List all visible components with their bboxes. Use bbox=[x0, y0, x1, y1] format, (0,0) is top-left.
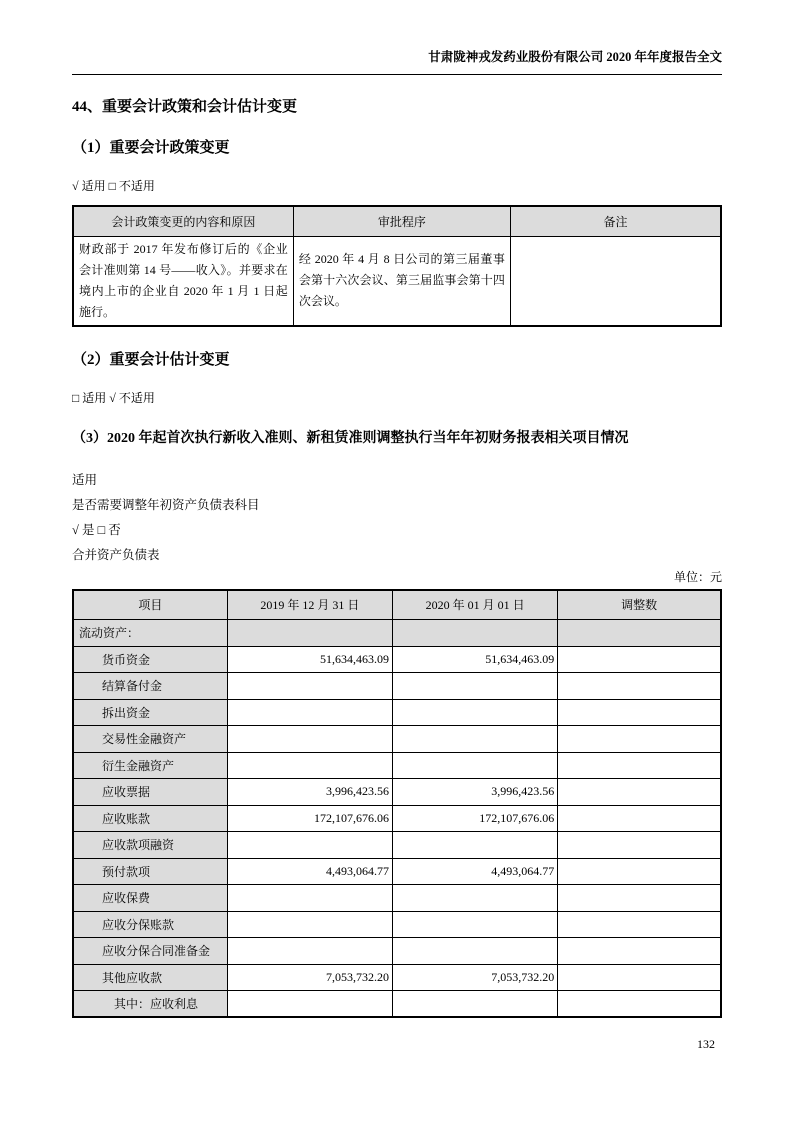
section-2-title: （2）重要会计估计变更 bbox=[72, 351, 230, 368]
adjustment-cell bbox=[558, 620, 721, 647]
adjustment-cell bbox=[558, 673, 721, 700]
policy-table-header-row bbox=[73, 206, 721, 236]
item-cell: 应收保费 bbox=[73, 885, 227, 912]
adjustment-cell bbox=[558, 752, 721, 779]
item-cell: 应收分保账款 bbox=[73, 911, 227, 938]
value-2019-cell bbox=[227, 699, 392, 726]
value-2020-cell: 7,053,732.20 bbox=[392, 964, 557, 991]
table-row bbox=[73, 858, 721, 885]
adjustment-cell bbox=[558, 991, 721, 1018]
table-row bbox=[73, 620, 721, 647]
adjust-question-line: 是否需要调整年初资产负债表科目 bbox=[72, 497, 260, 512]
value-2020-cell bbox=[392, 991, 557, 1018]
table-row bbox=[73, 779, 721, 806]
adjustment-cell bbox=[558, 646, 721, 673]
value-2020-cell bbox=[392, 938, 557, 965]
item-cell: 应收账款 bbox=[73, 805, 227, 832]
page-content bbox=[72, 0, 722, 1018]
value-2019-cell: 51,634,463.09 bbox=[227, 646, 392, 673]
table-row bbox=[73, 911, 721, 938]
table-row bbox=[73, 832, 721, 859]
policy-approval-cell: 经 2020 年 4 月 8 日公司的第三届董事会第十六次会议、第三届监事会第十四次会议。 bbox=[293, 236, 510, 326]
value-2020-cell bbox=[392, 726, 557, 753]
item-cell: 衍生金融资产 bbox=[73, 752, 227, 779]
item-cell: 预付款项 bbox=[73, 858, 227, 885]
value-2019-cell: 3,996,423.56 bbox=[227, 779, 392, 806]
item-cell: 拆出资金 bbox=[73, 699, 227, 726]
value-2020-cell: 51,634,463.09 bbox=[392, 646, 557, 673]
item-cell: 货币资金 bbox=[73, 646, 227, 673]
table-row bbox=[73, 699, 721, 726]
value-2020-cell bbox=[392, 699, 557, 726]
policy-table-row bbox=[73, 236, 721, 326]
balance-sheet-table bbox=[72, 589, 722, 1019]
value-2020-cell: 3,996,423.56 bbox=[392, 779, 557, 806]
policy-header-approval: 审批程序 bbox=[293, 206, 510, 236]
value-2020-cell: 172,107,676.06 bbox=[392, 805, 557, 832]
adjustment-cell bbox=[558, 699, 721, 726]
item-cell: 流动资产： bbox=[73, 620, 227, 647]
value-2020-cell bbox=[392, 673, 557, 700]
value-2019-cell bbox=[227, 726, 392, 753]
item-cell: 其他应收款 bbox=[73, 964, 227, 991]
table-name-line: 合并资产负债表 bbox=[72, 547, 160, 562]
value-2019-cell bbox=[227, 938, 392, 965]
table-row bbox=[73, 964, 721, 991]
value-2019-cell bbox=[227, 620, 392, 647]
section-3-notes bbox=[72, 468, 722, 568]
value-2019-cell bbox=[227, 832, 392, 859]
header-2020: 2020 年 01 月 01 日 bbox=[392, 590, 557, 620]
section-3-title: （3）2020 年起首次执行新收入准则、新租赁准则调整执行当年年初财务报表相关项目情况 bbox=[72, 430, 629, 446]
value-2020-cell bbox=[392, 885, 557, 912]
value-2020-cell bbox=[392, 911, 557, 938]
value-2019-cell bbox=[227, 885, 392, 912]
unit-label: 单位：元 bbox=[673, 569, 722, 584]
value-2020-cell bbox=[392, 752, 557, 779]
page-number: 132 bbox=[697, 1037, 715, 1051]
table-row bbox=[73, 938, 721, 965]
policy-content-cell: 财政部于 2017 年发布修订后的《企业会计准则第 14 号——收入》。并要求在境内上市的企业自 2020 年 1 月 1 日起施行。 bbox=[73, 236, 293, 326]
header-item: 项目 bbox=[73, 590, 227, 620]
adjustment-cell bbox=[558, 964, 721, 991]
report-header: 甘肃陇神戎发药业股份有限公司 2020 年年度报告全文 bbox=[72, 0, 722, 75]
balance-table-header-row bbox=[73, 590, 721, 620]
item-cell: 结算备付金 bbox=[73, 673, 227, 700]
section-1-applicability: √ 适用 □ 不适用 bbox=[72, 179, 155, 193]
value-2020-cell bbox=[392, 832, 557, 859]
value-2019-cell bbox=[227, 752, 392, 779]
adjustment-cell bbox=[558, 779, 721, 806]
adjustment-cell bbox=[558, 938, 721, 965]
item-cell: 应收款项融资 bbox=[73, 832, 227, 859]
value-2020-cell: 4,493,064.77 bbox=[392, 858, 557, 885]
adjustment-cell bbox=[558, 805, 721, 832]
item-cell: 应收票据 bbox=[73, 779, 227, 806]
value-2019-cell bbox=[227, 911, 392, 938]
table-row bbox=[73, 752, 721, 779]
value-2019-cell: 172,107,676.06 bbox=[227, 805, 392, 832]
item-cell: 其中：应收利息 bbox=[73, 991, 227, 1018]
yes-no-line: √ 是 □ 否 bbox=[72, 522, 121, 537]
table-row bbox=[73, 805, 721, 832]
adjustment-cell bbox=[558, 911, 721, 938]
adjustment-cell bbox=[558, 885, 721, 912]
value-2019-cell bbox=[227, 673, 392, 700]
header-adjustment: 调整数 bbox=[558, 590, 721, 620]
policy-header-note: 备注 bbox=[510, 206, 721, 236]
table-row bbox=[73, 885, 721, 912]
policy-header-content: 会计政策变更的内容和原因 bbox=[73, 206, 293, 236]
policy-note-cell bbox=[510, 236, 721, 326]
item-cell: 交易性金融资产 bbox=[73, 726, 227, 753]
header-2019: 2019 年 12 月 31 日 bbox=[227, 590, 392, 620]
value-2019-cell: 7,053,732.20 bbox=[227, 964, 392, 991]
table-row bbox=[73, 991, 721, 1018]
value-2019-cell: 4,493,064.77 bbox=[227, 858, 392, 885]
table-row bbox=[73, 726, 721, 753]
section-1-title: （1）重要会计政策变更 bbox=[72, 140, 230, 156]
section-2-applicability: □ 适用 √ 不适用 bbox=[72, 390, 155, 405]
table-row bbox=[73, 646, 721, 673]
adjustment-cell bbox=[558, 858, 721, 885]
adjustment-cell bbox=[558, 726, 721, 753]
value-2020-cell bbox=[392, 620, 557, 647]
section-44-title: 44、重要会计政策和会计估计变更 bbox=[72, 99, 298, 115]
policy-change-table bbox=[72, 205, 722, 327]
adjustment-cell bbox=[558, 832, 721, 859]
value-2019-cell bbox=[227, 991, 392, 1018]
applicable-line: 适用 bbox=[72, 472, 98, 487]
item-cell: 应收分保合同准备金 bbox=[73, 938, 227, 965]
table-row bbox=[73, 673, 721, 700]
